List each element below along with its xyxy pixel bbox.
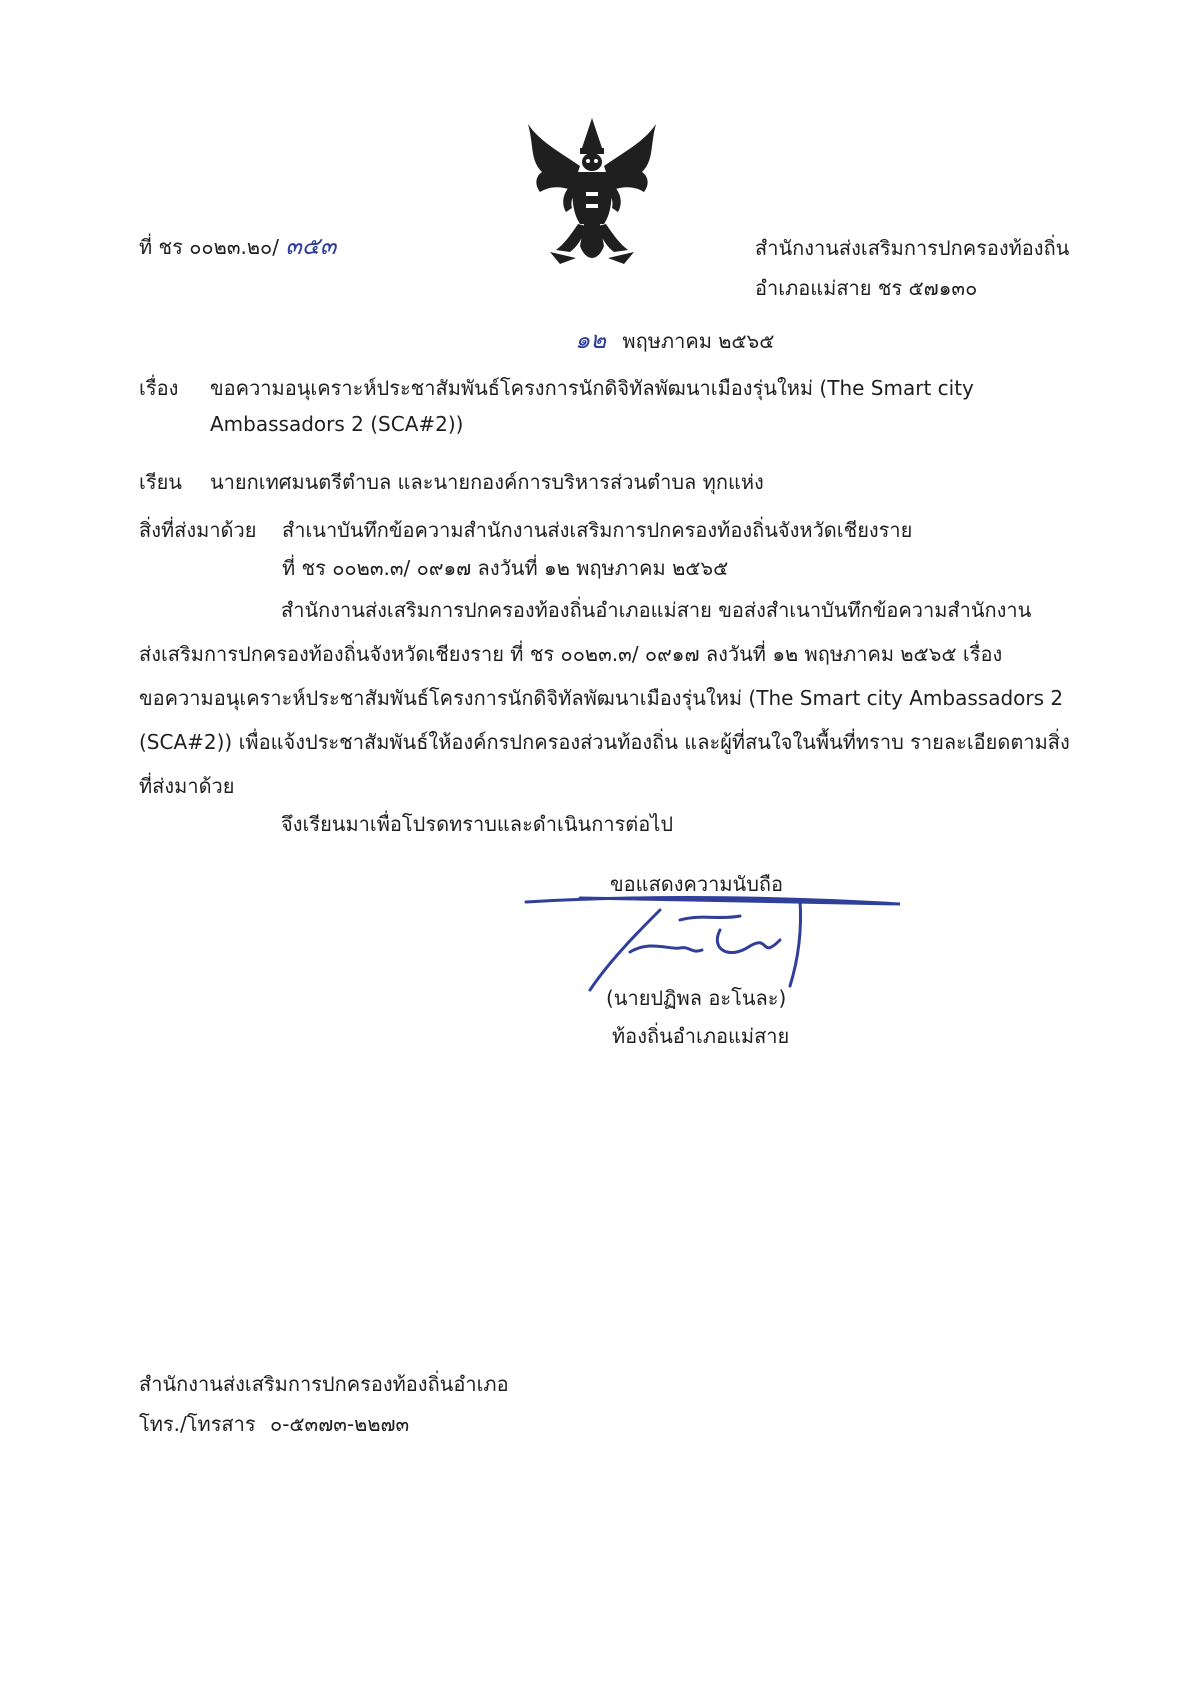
enclosure-label: สิ่งที่ส่งมาด้วย: [139, 518, 257, 542]
reference-number-handwritten: ๓๕๓: [285, 232, 337, 260]
subject-line-1: ขอความอนุเคราะห์ประชาสัมพันธ์โครงการนักดิจิทัลพัฒนาเมืองรุ่นใหม่ (The Smart city: [210, 376, 974, 400]
sender-office: สำนักงานส่งเสริมการปกครองท้องถิ่น: [755, 236, 1070, 260]
subject-line-2: Ambassadors 2 (SCA#2)): [210, 412, 464, 436]
date-month-year: พฤษภาคม ๒๕๖๕: [622, 329, 775, 353]
footer-contact: [139, 1408, 409, 1440]
footer-phone-label: โทร./โทรสาร: [139, 1412, 256, 1436]
body-line: ขอความอนุเคราะห์ประชาสัมพันธ์โครงการนักดิจิทัลพัฒนาเมืองรุ่นใหม่ (The Smart city Ambassadors 2: [139, 686, 1064, 710]
reference-number: [139, 226, 336, 265]
signer-name: (นายปฏิพล อะโนละ): [606, 986, 787, 1010]
subject-label: เรื่อง: [139, 376, 179, 400]
reference-prefix: ที่ ชร ๐๐๒๓.๒๐/: [139, 235, 279, 259]
enclosure-line-2: ที่ ชร ๐๐๒๓.๓/ ๐๙๑๗ ลงวันที่ ๑๒ พฤษภาคม ๒๕๖๕: [282, 556, 729, 580]
footer-office: สำนักงานส่งเสริมการปกครองท้องถิ่นอำเภอ: [139, 1372, 509, 1396]
body-paragraph: [139, 588, 1069, 808]
signer-position: ท้องถิ่นอำเภอแม่สาย: [612, 1024, 790, 1048]
body-line: สำนักงานส่งเสริมการปกครองท้องถิ่นอำเภอแม่สาย ขอส่งสำเนาบันทึกข้อความสำนักงาน: [281, 598, 1032, 622]
garuda-emblem-icon: [520, 112, 664, 272]
body-line: ที่ส่งมาด้วย: [139, 774, 235, 798]
to-label: เรียน: [139, 470, 182, 494]
closing-request: จึงเรียนมาเพื่อโปรดทราบและดำเนินการต่อไป: [281, 812, 674, 836]
letter-date: [575, 320, 774, 359]
body-line: (SCA#2)) เพื่อแจ้งประชาสัมพันธ์ให้องค์กรปกครองส่วนท้องถิ่น และผู้ที่สนใจในพื้นที่ทราบ รายละเอียดตามสิ่ง: [139, 730, 1070, 754]
sender-address: อำเภอแม่สาย ชร ๕๗๑๓๐: [755, 276, 978, 300]
body-line: ส่งเสริมการปกครองท้องถิ่นจังหวัดเชียงราย ที่ ชร ๐๐๒๓.๓/ ๐๙๑๗ ลงวันที่ ๑๒ พฤษภาคม ๒๕๖๕ เรื่อง: [139, 642, 1003, 666]
enclosure-line-1: สำเนาบันทึกข้อความสำนักงานส่งเสริมการปกครองท้องถิ่นจังหวัดเชียงราย: [282, 518, 913, 542]
footer-phone-number: ๐-๕๓๗๓-๒๒๗๓: [269, 1412, 410, 1436]
closing: ขอแสดงความนับถือ: [610, 872, 784, 896]
to-text: นายกเทศมนตรีตำบล และนายกองค์การบริหารส่วนตำบล ทุกแห่ง: [210, 470, 764, 494]
date-day-handwritten: ๑๒: [575, 326, 607, 354]
